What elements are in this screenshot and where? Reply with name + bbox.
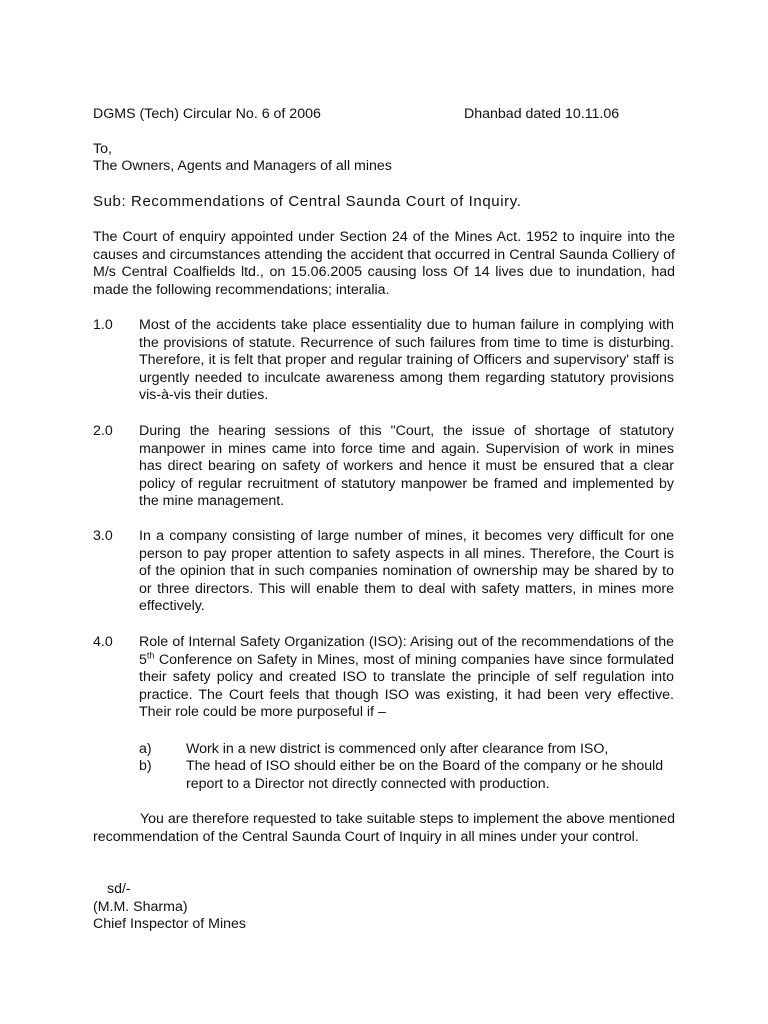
subitem-text-b: The head of ISO should either be on the Board of the company or he should report to a Director not directly connected with production.: [186, 758, 664, 792]
item-text-1: Most of the accidents take place essentiality due to human failure in complying with the provisions of statute. Recurrence of such failures from time to time is disturbing. Therefore, it is felt that proper and regular training of Officers and supervisory' staff is urgently needed to inculcate awareness among them regarding statutory provisions vis-à-vis their duties.: [139, 317, 674, 404]
circular-date: Dhanbad dated 10.11.06: [464, 106, 620, 122]
item-text-4: [139, 634, 674, 722]
signature-sd: sd/-: [107, 881, 131, 897]
item-text-4-part1: Role of Internal Safety Organization (ISO): Arising out of the recommendations of the 5: [139, 634, 674, 668]
address-recipients: The Owners, Agents and Managers of all mines: [93, 158, 392, 174]
signatory-title: Chief Inspector of Mines: [93, 916, 246, 932]
address-to: To,: [93, 141, 112, 157]
item-number-1: 1.0: [93, 317, 113, 333]
subitem-letter-b: b): [139, 758, 152, 774]
signatory-name: (M.M. Sharma): [93, 899, 188, 915]
subitem-letter-a: a): [139, 741, 152, 757]
subject-line: Sub: Recommendations of Central Saunda Court of Inquiry.: [93, 193, 522, 210]
item-text-2: During the hearing sessions of this "Court, the issue of shortage of statutory manpower in mines came into force time and again. Supervision of work in mines has direct bearing on safety of workers and hence it must be ensured that a clear policy of regular recruitment of statutory manpower be framed and implemented by the mine management.: [139, 423, 674, 510]
item-text-3: In a company consisting of large number of mines, it becomes very difficult for one person to pay proper attention to safety aspects in all mines. Therefore, the Court is of the opinion that in such companies nomination of ownership may be shared by to or three directors. This will enable them to deal with safety matters, in mines more effectively.: [139, 528, 674, 615]
item-text-4-part2: Conference on Safety in Mines, most of mining companies have since formulated their safety policy and created ISO to translate the principle of self regulation into practice. The Court feels that though ISO was existing, it had been very effective. Their role could be more purposeful if –: [139, 651, 674, 721]
circular-number: DGMS (Tech) Circular No. 6 of 2006: [93, 106, 321, 122]
item-number-4: 4.0: [93, 634, 113, 650]
ordinal-superscript: th: [146, 649, 155, 660]
subitem-text-a: Work in a new district is commenced only after clearance from ISO,: [186, 741, 609, 757]
item-number-2: 2.0: [93, 423, 113, 439]
intro-paragraph: The Court of enquiry appointed under Section 24 of the Mines Act. 1952 to inquire into the causes and circumstances attending the accident that occurred in Central Saunda Colliery of M/s Central Coalfields ltd., on 15.06.2005 causing loss Of 14 lives due to inundation, had made the following recommendations; interalia.: [93, 229, 675, 298]
closing-paragraph: You are therefore requested to take suitable steps to implement the above mentioned recommendation of the Central Saunda Court of Inquiry in all mines under your control.: [93, 811, 676, 845]
item-number-3: 3.0: [93, 528, 113, 544]
